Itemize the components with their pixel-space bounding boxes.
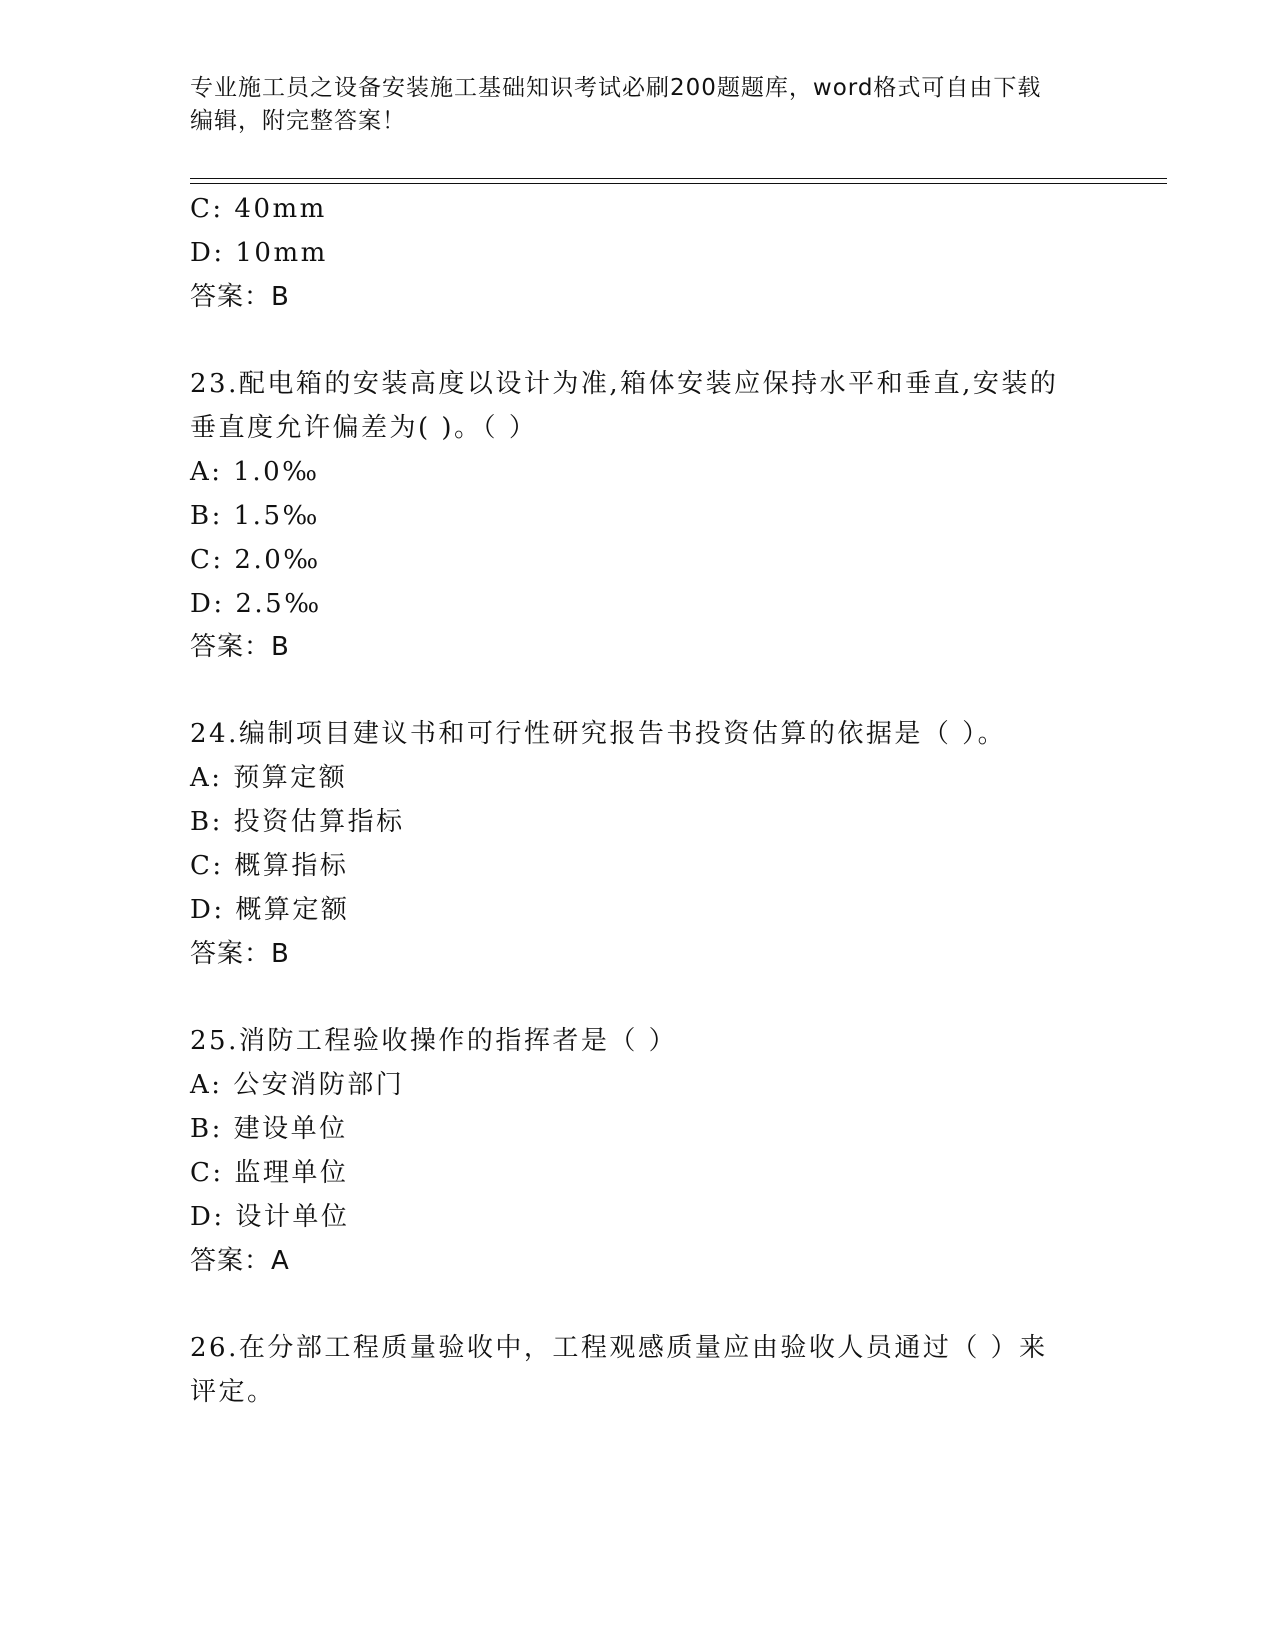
q26-stem-line2: 评定。	[190, 1377, 276, 1407]
header-title-line1: 专业施工员之设备安装施工基础知识考试必刷200题题库，word格式可自由下载	[190, 75, 1042, 101]
q23-stem-line2: 垂直度允许偏差为( )。（ ）	[190, 413, 538, 443]
q24-option-d: D: 概算定额	[190, 895, 350, 925]
header-title-line2: 编辑，附完整答案！	[190, 108, 406, 134]
q25-stem-line1: 25.消防工程验收操作的指挥者是（ ）	[190, 1026, 678, 1056]
q24-option-a: A: 预算定额	[190, 763, 348, 793]
q23-option-a: A: 1.0‰	[190, 457, 320, 487]
q23-option-d: D: 2.5‰	[190, 589, 322, 619]
q22-answer: 答案：B	[190, 282, 290, 312]
q24-option-b: B: 投资估算指标	[190, 807, 405, 837]
header-divider-bottom	[190, 183, 1167, 184]
q25-option-d: D: 设计单位	[190, 1202, 350, 1232]
q23-answer: 答案：B	[190, 632, 290, 662]
q24-stem-line1: 24.编制项目建议书和可行性研究报告书投资估算的依据是（ ）。	[190, 719, 1007, 749]
q23-option-c: C: 2.0‰	[190, 545, 321, 575]
q23-stem-line1: 23.配电箱的安装高度以设计为准,箱体安装应保持水平和垂直,安装的	[190, 369, 1059, 399]
q25-option-c: C: 监理单位	[190, 1158, 349, 1188]
q22-option-c: C: 40mm	[190, 194, 327, 224]
q24-option-c: C: 概算指标	[190, 851, 349, 881]
q26-stem-line1: 26.在分部工程质量验收中，工程观感质量应由验收人员通过（ ）来	[190, 1333, 1048, 1363]
q24-answer: 答案：B	[190, 939, 290, 969]
header-divider-top	[190, 178, 1167, 179]
document-header	[190, 72, 1090, 138]
q25-answer: 答案：A	[190, 1246, 290, 1276]
q22-option-d: D: 10mm	[190, 238, 328, 268]
q25-option-b: B: 建设单位	[190, 1114, 348, 1144]
q25-option-a: A: 公安消防部门	[190, 1070, 405, 1100]
q23-option-b: B: 1.5‰	[190, 501, 320, 531]
